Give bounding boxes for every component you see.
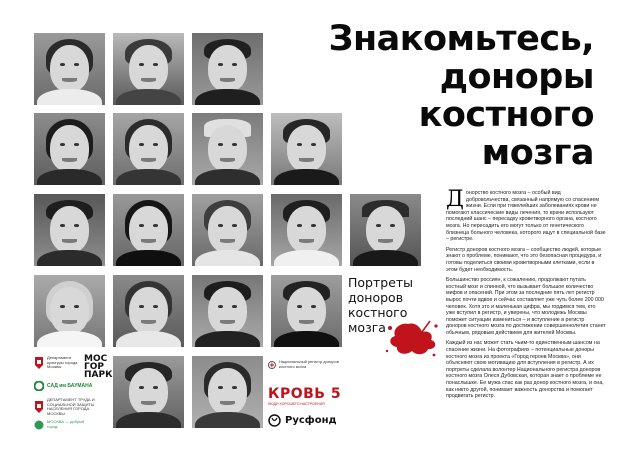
donor-portrait	[34, 275, 105, 347]
donor-portrait	[113, 33, 184, 105]
article-text	[446, 187, 606, 404]
headline	[294, 20, 594, 172]
paragraph-text: онорство костного мозга – особый вид добровольчества, связанный напрямую со спасением жизни. Если при тяжелейших заболеваниях крови не помогают классические виды лечения, то врачи используют последний шанс – пересадку кроветворного органа, костного мозга. Но пересадить его могут только от генетического близнеца больного человека, которого ищут в специальной базе – регистре.	[446, 190, 606, 243]
sad-baumana-logo	[34, 381, 104, 391]
donor-portrait	[271, 194, 342, 266]
donor-portrait	[34, 194, 105, 266]
logo-text: Департамент культуры города Москвы	[47, 355, 78, 370]
donor-portrait	[192, 194, 263, 266]
donor-portrait	[113, 113, 184, 185]
registry-logo	[268, 360, 348, 370]
registry-icon	[268, 360, 276, 370]
blood-splash-icon	[384, 318, 440, 358]
logo-text: ДЕПАРТАМЕНТ ТРУДА И СОЦИАЛЬНОЙ ЗАЩИТЫ НАСЕЛЕНИЯ ГОРОДА МОСКВЫ	[47, 397, 95, 416]
mosgorpark-logo	[84, 355, 112, 379]
moscow-emblem-icon	[34, 401, 44, 413]
rusfond-icon	[268, 414, 281, 427]
dept-labor-logo	[34, 398, 104, 416]
paragraph	[446, 187, 606, 243]
headline-line: мозга	[481, 133, 594, 173]
donor-portrait	[113, 356, 184, 428]
logo-text: МОС	[84, 354, 108, 364]
logo-text: ГОР	[84, 362, 104, 372]
portraits-line: мозга	[348, 320, 386, 335]
paragraph: Регистр доноров костного мозга – сообщество людей, которые знают о проблеме, понимают, что это безопасная процедура, и готовы поделиться своими кроветворными клетками, если в этом будет необходимость.	[446, 246, 602, 273]
rusfond-logo	[268, 414, 337, 427]
garden-icon	[34, 381, 44, 391]
logo-text: Национальный регистр доноров костного мозга	[278, 359, 339, 369]
paragraph: Каждый из нас может стать чьим-то единственным шансом на спасение жизни. На фотографиях – потенциальные доноры костного мозга из проекта «Город героев Москва», они объясняют свою мотивацию для вступления в регистр. А их портреты сделала волонтер Национального регистра доноров костного мозга Олеся Дубовская, которая знает о проблеме не понаслышке. Ее мужа спас как раз донор костного мозга, и она, как никто другой, понимает важность донорства и помогает продвигать регистр.	[446, 340, 604, 400]
donor-portrait	[192, 113, 263, 185]
logo-text: САД им БАУМАНА	[47, 382, 93, 389]
headline-line: Знакомьтесь,	[328, 19, 594, 59]
donor-portrait	[34, 113, 105, 185]
krov5-logo: КРОВЬ 5	[268, 386, 342, 402]
donor-portrait	[113, 275, 184, 347]
krov5-subtitle: ЛЮДИ ХОРОШЕГО НАСТРОЕНИЯ	[268, 402, 325, 406]
donor-portrait	[271, 275, 342, 347]
headline-line: костного	[418, 95, 594, 135]
paragraph: Большинство россиян, к сожалению, продолжают путать костный мозг и спинной, что вызывает большое количество мифов и опасений. При этом за последние пять лет регистр вырос почти вдвое и сейчас составляет уже чуть более 200 000 человек. Хотя это и маленькая цифра, мы гордимся тем, кто уже вступил в регистр, и уверены, что молодежь Москвы поможет ситуации измениться – и вступление в регистр доноров костного мозга по достижении совершеннолетия станет обычным, рядовым действием для жителей Москвы.	[446, 277, 606, 336]
portraits-line: Портреты	[348, 275, 414, 290]
donor-portrait	[350, 194, 421, 266]
donor-portrait	[34, 33, 105, 105]
donor-portrait	[192, 356, 263, 428]
donor-portrait	[192, 275, 263, 347]
logo-text: ПАРК	[84, 370, 113, 380]
logo-text: МОСКВА — добрый город	[47, 419, 85, 429]
portraits-line: костного	[348, 305, 408, 320]
moscow-emblem-icon	[34, 357, 44, 369]
dropcap: Д	[446, 187, 464, 212]
moskva-dobry-logo	[34, 420, 94, 430]
dept-culture-logo	[34, 356, 82, 370]
headline-line: доноры	[439, 57, 594, 97]
heart-icon	[34, 420, 44, 430]
donor-portrait	[113, 194, 184, 266]
portraits-line: доноров	[348, 290, 404, 305]
logo-text: Русфонд	[285, 415, 337, 426]
donor-portrait	[192, 33, 263, 105]
